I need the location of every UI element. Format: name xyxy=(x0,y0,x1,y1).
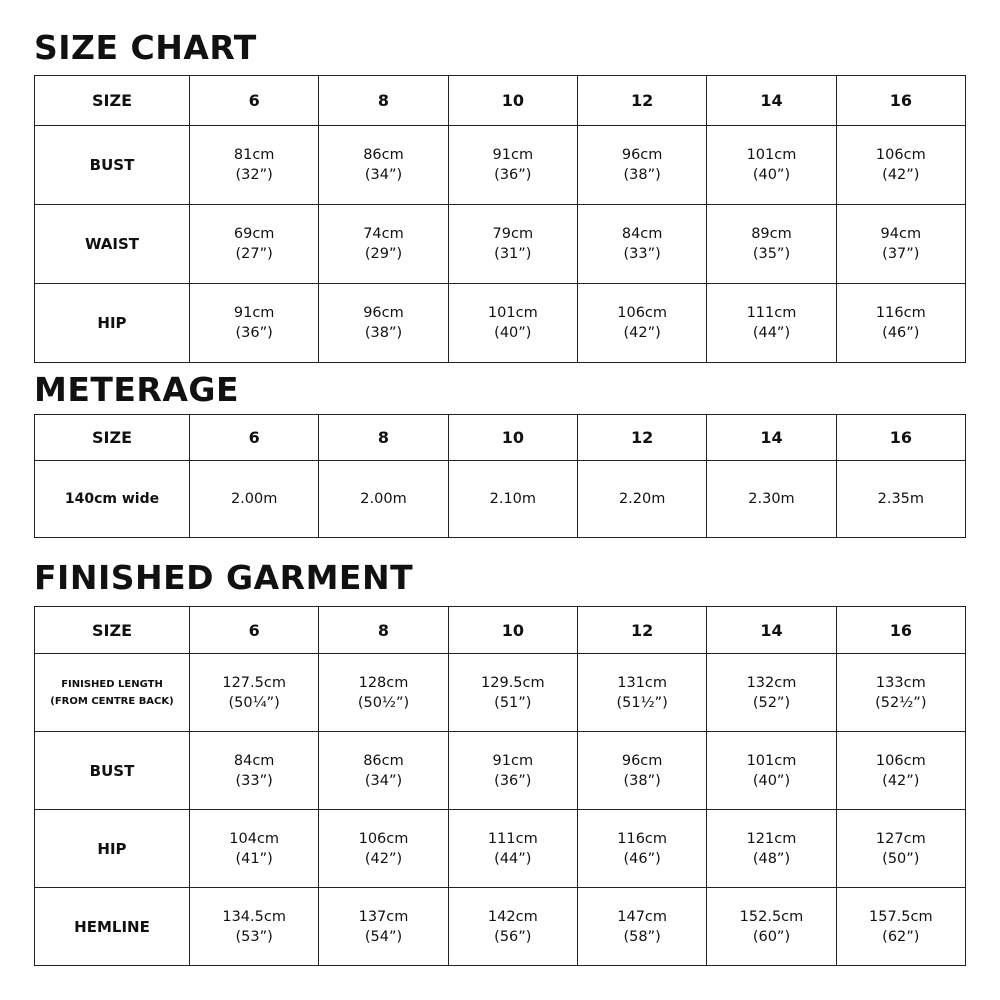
meterage-table xyxy=(34,414,966,538)
table-cell xyxy=(319,654,448,732)
inch-value: (29”) xyxy=(364,246,403,262)
table-row xyxy=(35,284,966,363)
finished-garment-title: FINISHED GARMENT xyxy=(34,558,414,597)
table-header-row xyxy=(35,76,966,126)
table-row xyxy=(35,126,966,205)
row-label-line: FINISHED LENGTH xyxy=(61,678,163,690)
cm-value: 121cm xyxy=(746,830,797,847)
size-header: 6 xyxy=(190,76,319,126)
cm-value: 89cm xyxy=(751,226,792,242)
table-cell xyxy=(707,810,836,888)
cm-value: 127.5cm xyxy=(222,674,286,691)
inch-value: (36”) xyxy=(494,772,532,789)
cm-value: 127cm xyxy=(875,830,926,847)
table-cell xyxy=(836,205,965,284)
inch-value: (36”) xyxy=(235,325,273,341)
table-cell xyxy=(190,126,319,205)
row-label: HEMLINE xyxy=(35,888,190,966)
table-cell xyxy=(448,810,577,888)
size-chart-title: SIZE CHART xyxy=(34,28,257,67)
size-header: 10 xyxy=(448,415,577,461)
table-cell xyxy=(707,284,836,363)
size-header: 6 xyxy=(190,607,319,654)
table-cell xyxy=(448,888,577,966)
table-cell xyxy=(319,284,448,363)
table-row xyxy=(35,888,966,966)
cm-value: 84cm xyxy=(621,226,663,242)
size-header: 14 xyxy=(707,415,836,461)
inch-value: (41”) xyxy=(235,850,273,867)
inch-value: (40”) xyxy=(752,772,791,789)
inch-value: (42”) xyxy=(882,167,920,183)
table-cell xyxy=(836,126,965,205)
size-header-label: SIZE xyxy=(35,607,190,654)
table-cell xyxy=(707,888,836,966)
table-cell xyxy=(577,810,706,888)
row-label-line: (FROM CENTRE BACK) xyxy=(50,695,174,707)
cm-value: 81cm xyxy=(233,147,275,163)
inch-value: (38”) xyxy=(623,167,661,183)
size-header: 8 xyxy=(319,76,448,126)
inch-value: (42”) xyxy=(882,772,920,789)
table-cell xyxy=(448,205,577,284)
table-cell xyxy=(707,654,836,732)
table-cell: 2.00m xyxy=(190,461,319,538)
inch-value: (54”) xyxy=(364,928,403,945)
cm-value: 106cm xyxy=(875,752,926,769)
cm-value: 101cm xyxy=(487,305,538,321)
inch-value: (33”) xyxy=(235,772,273,789)
inch-value: (42”) xyxy=(364,850,403,867)
table-cell xyxy=(836,888,965,966)
table-cell xyxy=(190,810,319,888)
cm-value: 91cm xyxy=(233,305,275,321)
table-row xyxy=(35,732,966,810)
cm-value: 106cm xyxy=(358,830,409,847)
cm-value: 101cm xyxy=(746,147,797,163)
inch-value: (51”) xyxy=(494,694,532,711)
size-header: 14 xyxy=(707,607,836,654)
size-header: 6 xyxy=(190,415,319,461)
cm-value: 142cm xyxy=(487,908,538,925)
size-header: 12 xyxy=(577,607,706,654)
size-header: 8 xyxy=(319,415,448,461)
inch-value: (31”) xyxy=(494,246,532,262)
table-cell xyxy=(707,126,836,205)
table-cell xyxy=(448,126,577,205)
size-header: 12 xyxy=(577,415,706,461)
cm-value: 152.5cm xyxy=(739,908,804,925)
finished-garment-table xyxy=(34,606,966,966)
inch-value: (32”) xyxy=(235,167,273,183)
table-cell xyxy=(836,810,965,888)
table-cell xyxy=(577,126,706,205)
table-cell xyxy=(190,284,319,363)
table-cell xyxy=(577,284,706,363)
inch-value: (58”) xyxy=(623,928,661,945)
size-header: 10 xyxy=(448,607,577,654)
table-cell: 2.35m xyxy=(836,461,965,538)
table-row xyxy=(35,654,966,732)
cm-value: 96cm xyxy=(621,147,663,163)
inch-value: (53”) xyxy=(235,928,273,945)
inch-value: (34”) xyxy=(364,772,403,789)
cm-value: 157.5cm xyxy=(869,908,933,925)
table-cell: 2.10m xyxy=(448,461,577,538)
table-cell xyxy=(577,732,706,810)
inch-value: (48”) xyxy=(752,850,791,867)
inch-value: (50¼”) xyxy=(228,694,280,711)
table-cell xyxy=(190,205,319,284)
inch-value: (40”) xyxy=(494,325,532,341)
inch-value: (52”) xyxy=(752,694,791,711)
meterage-title: METERAGE xyxy=(34,370,240,409)
table-cell: 2.30m xyxy=(707,461,836,538)
table-cell: 2.00m xyxy=(319,461,448,538)
size-header: 10 xyxy=(448,76,577,126)
table-row xyxy=(35,461,966,538)
cm-value: 132cm xyxy=(746,674,797,691)
cm-value: 84cm xyxy=(233,752,275,769)
inch-value: (42”) xyxy=(623,325,661,341)
cm-value: 86cm xyxy=(363,752,404,769)
table-cell xyxy=(448,732,577,810)
table-row xyxy=(35,205,966,284)
cm-value: 106cm xyxy=(875,147,926,163)
table-cell xyxy=(319,888,448,966)
cm-value: 116cm xyxy=(875,305,926,321)
table-cell xyxy=(190,888,319,966)
cm-value: 128cm xyxy=(358,674,409,691)
size-header-label: SIZE xyxy=(35,415,190,461)
inch-value: (38”) xyxy=(364,325,403,341)
table-cell xyxy=(319,126,448,205)
row-label: 140cm wide xyxy=(35,461,190,538)
cm-value: 86cm xyxy=(363,147,404,163)
table-cell xyxy=(448,654,577,732)
inch-value: (56”) xyxy=(494,928,532,945)
table-row xyxy=(35,810,966,888)
table-cell xyxy=(707,205,836,284)
size-header: 16 xyxy=(836,76,965,126)
cm-value: 106cm xyxy=(617,305,668,321)
size-header: 12 xyxy=(577,76,706,126)
cm-value: 79cm xyxy=(492,226,534,242)
table-cell xyxy=(319,732,448,810)
inch-value: (34”) xyxy=(364,167,403,183)
table-cell xyxy=(577,205,706,284)
size-header: 16 xyxy=(836,415,965,461)
cm-value: 94cm xyxy=(880,226,922,242)
table-header-row xyxy=(35,607,966,654)
inch-value: (33”) xyxy=(623,246,661,262)
cm-value: 104cm xyxy=(229,830,280,847)
inch-value: (40”) xyxy=(752,167,791,183)
cm-value: 116cm xyxy=(617,830,668,847)
table-cell: 2.20m xyxy=(577,461,706,538)
table-cell xyxy=(836,284,965,363)
row-label: BUST xyxy=(35,732,190,810)
cm-value: 137cm xyxy=(358,908,409,925)
table-cell xyxy=(577,654,706,732)
row-label: HIP xyxy=(35,810,190,888)
table-cell xyxy=(190,732,319,810)
row-label: WAIST xyxy=(35,205,190,284)
inch-value: (62”) xyxy=(882,928,920,945)
inch-value: (27”) xyxy=(235,246,273,262)
table-cell xyxy=(448,284,577,363)
cm-value: 69cm xyxy=(233,226,275,242)
inch-value: (37”) xyxy=(882,246,920,262)
size-header-label: SIZE xyxy=(35,76,190,126)
cm-value: 129.5cm xyxy=(481,674,545,691)
cm-value: 96cm xyxy=(621,752,663,769)
cm-value: 133cm xyxy=(875,674,926,691)
cm-value: 134.5cm xyxy=(222,908,286,925)
size-header: 16 xyxy=(836,607,965,654)
inch-value: (44”) xyxy=(752,325,791,341)
inch-value: (36”) xyxy=(494,167,532,183)
cm-value: 111cm xyxy=(746,305,797,321)
inch-value: (50”) xyxy=(882,850,920,867)
cm-value: 131cm xyxy=(617,674,668,691)
inch-value: (60”) xyxy=(752,928,791,945)
inch-value: (38”) xyxy=(623,772,661,789)
row-label xyxy=(35,654,190,732)
table-cell xyxy=(577,888,706,966)
table-cell xyxy=(836,732,965,810)
row-label: HIP xyxy=(35,284,190,363)
cm-value: 111cm xyxy=(487,830,538,847)
inch-value: (51½”) xyxy=(616,694,668,711)
row-label: BUST xyxy=(35,126,190,205)
inch-value: (46”) xyxy=(882,325,920,341)
table-cell xyxy=(190,654,319,732)
cm-value: 101cm xyxy=(746,752,797,769)
table-cell xyxy=(707,732,836,810)
cm-value: 96cm xyxy=(363,305,404,321)
size-chart-table xyxy=(34,75,966,363)
cm-value: 74cm xyxy=(363,226,404,242)
cm-value: 91cm xyxy=(492,752,534,769)
table-cell xyxy=(319,205,448,284)
size-header: 8 xyxy=(319,607,448,654)
inch-value: (50½”) xyxy=(357,694,410,711)
inch-value: (46”) xyxy=(623,850,661,867)
inch-value: (35”) xyxy=(752,246,791,262)
table-cell xyxy=(836,654,965,732)
inch-value: (52½”) xyxy=(875,694,927,711)
size-header: 14 xyxy=(707,76,836,126)
cm-value: 91cm xyxy=(492,147,534,163)
inch-value: (44”) xyxy=(494,850,532,867)
table-cell xyxy=(319,810,448,888)
table-header-row xyxy=(35,415,966,461)
cm-value: 147cm xyxy=(617,908,668,925)
